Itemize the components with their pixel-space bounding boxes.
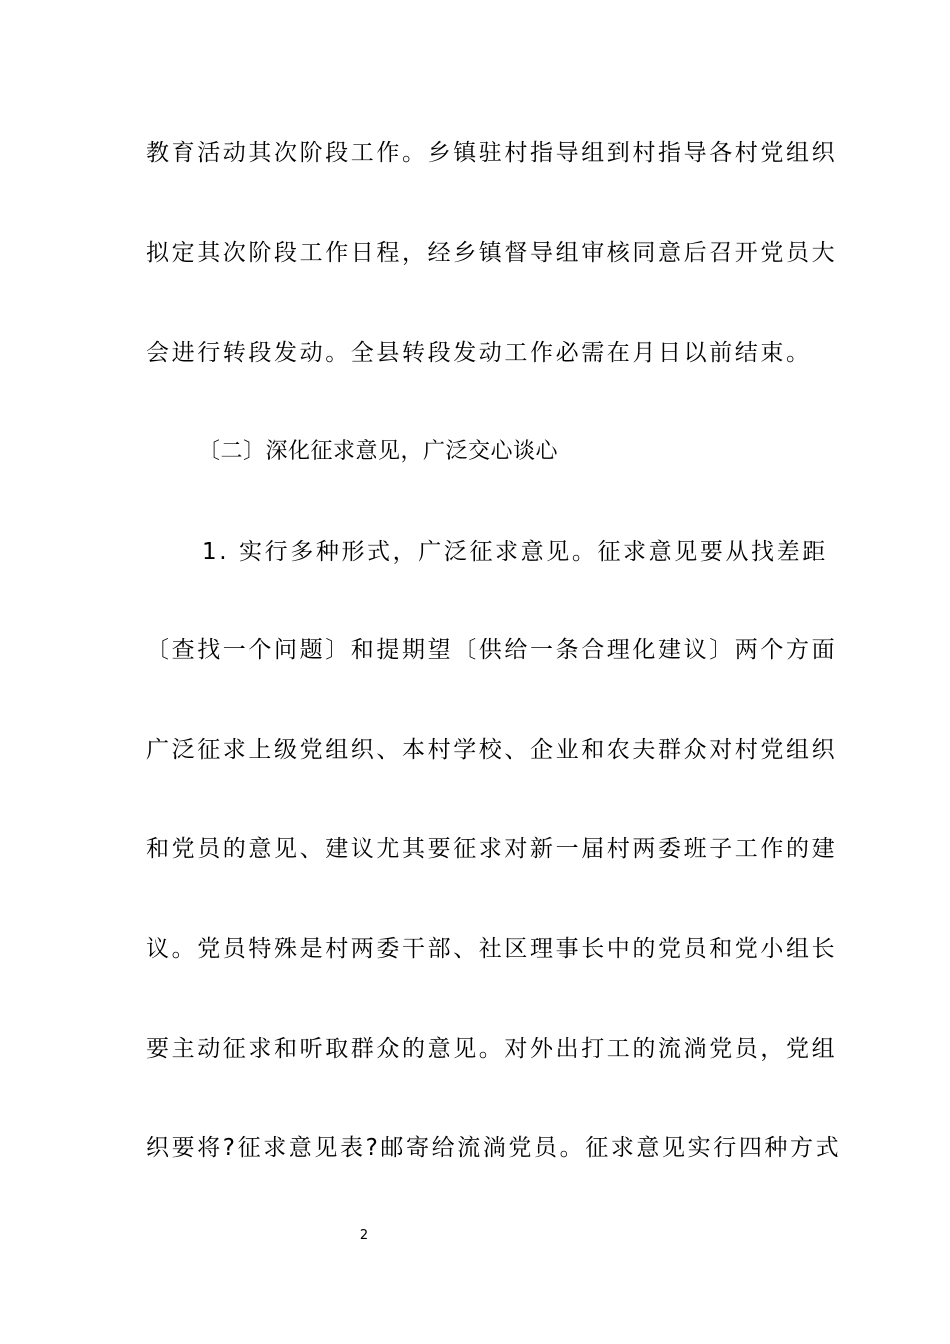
body-text-line: 要主动征求和听取群众的意见。对外出打工的流淌党员，党组 (146, 1036, 838, 1062)
body-text-line: 和党员的意见、建议尤其要征求对新一届村两委班子工作的建 (146, 836, 838, 862)
body-text-line: 〔查找一个问题〕和提期望〔供给一条合理化建议〕两个方面 (146, 637, 838, 663)
body-text-line: 拟定其次阶段工作日程，经乡镇督导组审核同意后召开党员大 (146, 240, 838, 266)
page-number: 2 (359, 1228, 369, 1243)
body-text-line: 会进行转段发动。全县转段发动工作必需在月日以前结束。 (146, 340, 812, 366)
body-text-line: 教育活动其次阶段工作。乡镇驻村指导组到村指导各村党组织 (146, 140, 838, 166)
body-text-line: 1. 实行多种形式，广泛征求意见。征求意见要从找差距 (202, 539, 828, 565)
body-text-line: 议。党员特殊是村两委干部、社区理事长中的党员和党小组长 (146, 936, 838, 962)
section-heading: 〔二〕深化征求意见，广泛交心谈心 (198, 439, 559, 464)
body-text-line: 织要将?征求意见表?邮寄给流淌党员。征求意见实行四种方式 (146, 1135, 842, 1161)
body-text-line: 广泛征求上级党组织、本村学校、企业和农夫群众对村党组织 (146, 737, 838, 763)
